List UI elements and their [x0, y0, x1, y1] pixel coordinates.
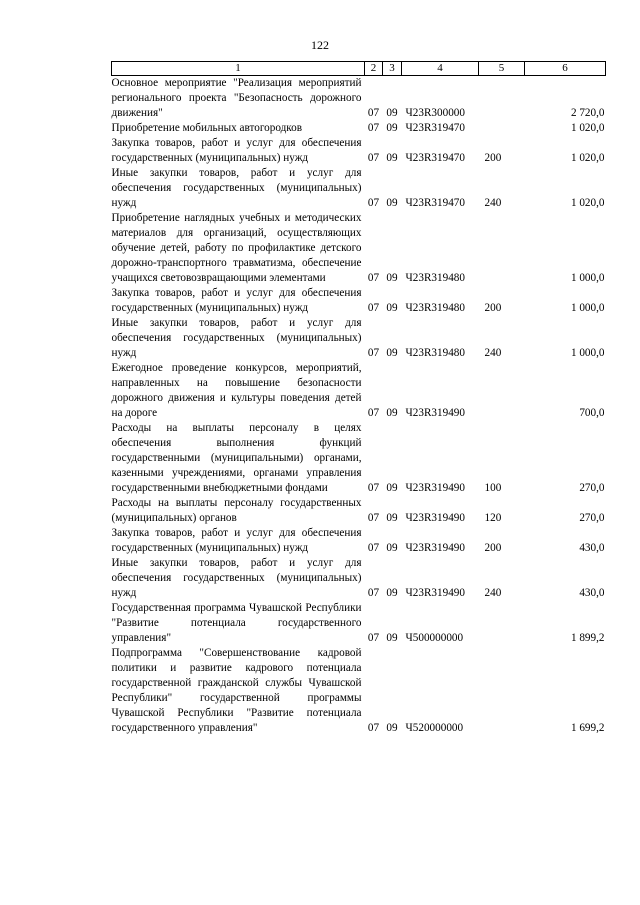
row-expense-type-cell: 120: [484, 512, 502, 524]
table-row: [112, 286, 606, 316]
row-name-cell: Иные закупки товаров, работ и услуг для обеспечения государственных (муниципальных) нужд: [111, 167, 362, 209]
row-section-cell: 07: [367, 482, 380, 494]
row-name-cell: Расходы на выплаты персоналу государственных (муниципальных) органов: [111, 497, 362, 524]
row-amount-cell: 700,0: [579, 407, 605, 419]
row-subsection-cell: 09: [386, 407, 398, 419]
row-target-code-cell: Ч23R300000: [405, 107, 465, 119]
column-header-amount: 6: [525, 62, 606, 76]
row-expense-type-cell: 240: [484, 587, 502, 599]
row-subsection-cell: 09: [386, 632, 398, 644]
row-section-cell: 07: [367, 722, 380, 734]
row-target-code-cell: Ч23R319490: [405, 482, 465, 494]
table-header: [112, 62, 606, 76]
row-target-code-cell: Ч23R319480: [405, 302, 465, 314]
row-name-cell: Приобретение наглядных учебных и методических материалов для организаций, осуществляющих обучение детей, работу по профилактике детского дорожно-транспортного травматизма, обеспечение учащихся световозвращающими элементами: [111, 212, 362, 284]
column-header-target-code: 4: [402, 62, 479, 76]
row-expense-type-cell: 200: [484, 302, 502, 314]
table-row: [112, 166, 606, 211]
row-target-code-cell: Ч23R319470: [405, 197, 465, 209]
row-section-cell: 07: [367, 272, 380, 284]
row-expense-type-cell: 100: [484, 482, 502, 494]
row-subsection-cell: 09: [386, 107, 398, 119]
row-amount-cell: 1 699,2: [570, 722, 605, 734]
row-section-cell: 07: [367, 512, 380, 524]
table-row: [112, 556, 606, 601]
row-name-cell: Приобретение мобильных автогородков: [111, 122, 303, 134]
table-row: [112, 646, 606, 736]
row-subsection-cell: 09: [386, 542, 398, 554]
row-amount-cell: 1 000,0: [570, 347, 605, 359]
row-target-code-cell: Ч23R319480: [405, 347, 465, 359]
column-header-section: 2: [365, 62, 383, 76]
row-name-cell: Подпрограмма "Совершенствование кадровой политики и развитие кадрового потенциала государственной гражданской службы Чувашской Республики" государственной программы Чувашской Республики "Развитие потенциала государственного управления": [111, 647, 362, 734]
row-name-cell: Иные закупки товаров, работ и услуг для обеспечения государственных (муниципальных) нужд: [111, 557, 362, 599]
row-subsection-cell: 09: [386, 272, 398, 284]
row-section-cell: 07: [367, 407, 380, 419]
column-header-expense-type: 5: [479, 62, 525, 76]
row-subsection-cell: 09: [386, 152, 398, 164]
row-expense-type-cell: [479, 211, 525, 286]
row-subsection-cell: 09: [386, 347, 398, 359]
row-subsection-cell: 09: [386, 722, 398, 734]
row-name-cell: Закупка товаров, работ и услуг для обеспечения государственных (муниципальных) нужд: [111, 287, 362, 314]
row-subsection-cell: 09: [386, 587, 398, 599]
row-name-cell: Основное мероприятие "Реализация мероприятий регионального проекта "Безопасность дорожного движения": [111, 77, 362, 119]
row-amount-cell: 1 000,0: [570, 302, 605, 314]
row-amount-cell: 430,0: [579, 587, 605, 599]
row-name-cell: Закупка товаров, работ и услуг для обеспечения государственных (муниципальных) нужд: [111, 137, 362, 164]
table-row: [112, 526, 606, 556]
row-name-cell: Расходы на выплаты персоналу в целях обеспечения выполнения функций государственными (муниципальными) органами, казенными учреждениями, органами управления государственными внебюджетными фондами: [111, 422, 362, 494]
table-row: [112, 76, 606, 122]
row-subsection-cell: 09: [386, 122, 398, 134]
column-header-name: 1: [112, 62, 365, 76]
row-section-cell: 07: [367, 152, 380, 164]
row-target-code-cell: Ч23R319490: [405, 587, 465, 599]
row-amount-cell: 1 020,0: [570, 122, 605, 134]
row-expense-type-cell: [479, 646, 525, 736]
row-target-code-cell: Ч23R319490: [405, 542, 465, 554]
row-name-cell: Иные закупки товаров, работ и услуг для обеспечения государственных (муниципальных) нужд: [111, 317, 362, 359]
row-subsection-cell: 09: [386, 512, 398, 524]
row-amount-cell: 1 020,0: [570, 197, 605, 209]
row-section-cell: 07: [367, 107, 380, 119]
row-target-code-cell: Ч23R319470: [405, 152, 465, 164]
table-row: [112, 121, 606, 136]
table-body: [112, 76, 606, 737]
budget-table: [111, 61, 606, 736]
table-row: [112, 496, 606, 526]
row-expense-type-cell: [479, 121, 525, 136]
table-row: [112, 211, 606, 286]
row-section-cell: 07: [367, 347, 380, 359]
row-section-cell: 07: [367, 197, 380, 209]
row-expense-type-cell: 240: [484, 197, 502, 209]
row-target-code-cell: Ч500000000: [405, 632, 464, 644]
row-section-cell: 07: [367, 302, 380, 314]
header-row: [112, 62, 606, 76]
row-expense-type-cell: [479, 601, 525, 646]
table-row: [112, 136, 606, 166]
row-subsection-cell: 09: [386, 302, 398, 314]
row-section-cell: 07: [367, 122, 380, 134]
row-expense-type-cell: 240: [484, 347, 502, 359]
row-subsection-cell: 09: [386, 482, 398, 494]
row-section-cell: 07: [367, 632, 380, 644]
row-expense-type-cell: [479, 361, 525, 421]
row-name-cell: Ежегодное проведение конкурсов, мероприятий, направленных на повышение безопасности дорожного движения и культуры поведения детей на дороге: [111, 362, 362, 419]
row-target-code-cell: Ч23R319470: [405, 122, 465, 134]
row-amount-cell: 2 720,0: [570, 107, 605, 119]
row-amount-cell: 270,0: [579, 512, 605, 524]
row-target-code-cell: Ч23R319490: [405, 512, 465, 524]
row-target-code-cell: Ч520000000: [405, 722, 464, 734]
row-amount-cell: 270,0: [579, 482, 605, 494]
table-row: [112, 601, 606, 646]
table-row: [112, 361, 606, 421]
table-row: [112, 316, 606, 361]
row-target-code-cell: Ч23R319480: [405, 272, 465, 284]
row-amount-cell: 1 000,0: [570, 272, 605, 284]
row-section-cell: 07: [367, 587, 380, 599]
row-name-cell: Государственная программа Чувашской Республики "Развитие потенциала государственного управления": [111, 602, 362, 644]
page-number: 122: [311, 38, 329, 52]
column-header-subsection: 3: [383, 62, 402, 76]
row-amount-cell: 1 020,0: [570, 152, 605, 164]
table-row: [112, 421, 606, 496]
row-expense-type-cell: 200: [484, 152, 502, 164]
row-section-cell: 07: [367, 542, 380, 554]
row-target-code-cell: Ч23R319490: [405, 407, 465, 419]
row-subsection-cell: 09: [386, 197, 398, 209]
row-amount-cell: 430,0: [579, 542, 605, 554]
row-name-cell: Закупка товаров, работ и услуг для обеспечения государственных (муниципальных) нужд: [111, 527, 362, 554]
row-expense-type-cell: [479, 76, 525, 122]
row-amount-cell: 1 899,2: [570, 632, 605, 644]
row-expense-type-cell: 200: [484, 542, 502, 554]
